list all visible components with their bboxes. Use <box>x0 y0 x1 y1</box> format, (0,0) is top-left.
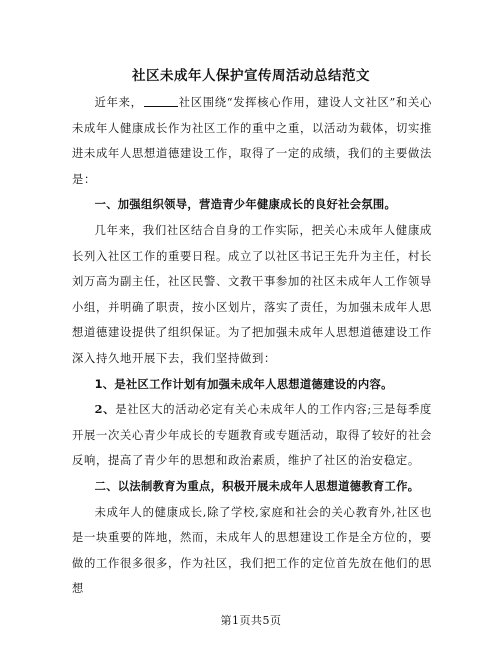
fill-in-blank <box>144 94 178 107</box>
document-title: 社区未成年人保护宣传周活动总结范文 <box>132 68 370 84</box>
section-heading-1: 一、加强组织领导，营造青少年健康成长的良好社会氛围。 <box>94 198 397 212</box>
section-1-paragraph: 几年来，我们社区结合自身的工作实际，把关心未成年人健康成长列入社区工作的重要日程。成立了以社区书记王先升为主任，村长刘万高为副主任，社区民警、文教干事参加的社区未成年人工作领导小组，并明确了职责，按小区划片，落实了责任，为加强未成年人思想道德建设提供了组织保证。为了把加强未成年人思想道德建设工作深入持久地开展下去，我们坚持做到： <box>72 223 432 365</box>
document-body <box>72 90 432 602</box>
section-2-paragraph: 未成年人的健康成长,除了学校,家庭和社会的关心教育外,社区也是一块重要的阵地，然而，未成年人的思想建设工作是全方位的，要做的工作很多很多，作为社区，我们把工作的定位首先放在他们的思想 <box>72 505 432 596</box>
list-item-2 <box>72 397 432 474</box>
list-item-2-number: 2、 <box>94 402 116 417</box>
page-number-footer: 第1页共5页 <box>220 614 282 627</box>
list-item-1: 1、是社区工作计划有加强未成年人思想道德建设的内容。 <box>94 377 393 391</box>
intro-text-rest: 社区围绕“发挥核心作用，建设人文社区”和关心未成年人健康成长作为社区工作的重中之重，以活动为载体，切实推进未成年人思想道德建设工作，取得了一定的成绩，我们的主要做法是： <box>72 96 432 186</box>
section-heading-2: 二、以法制教育为重点，积极开展未成年人思想道德教育工作。 <box>94 479 420 493</box>
intro-paragraph <box>72 90 432 192</box>
intro-text-start: 近年来， <box>94 96 143 109</box>
list-item-2-text: 是社区大的活动必定有关心未成年人的工作内容;三是每季度开展一次关心青少年成长的专题教育或专题活动，取得了较好的社会反响，提高了青少年的思想和政治素质，维护了社区的治安稳定。 <box>72 403 432 468</box>
